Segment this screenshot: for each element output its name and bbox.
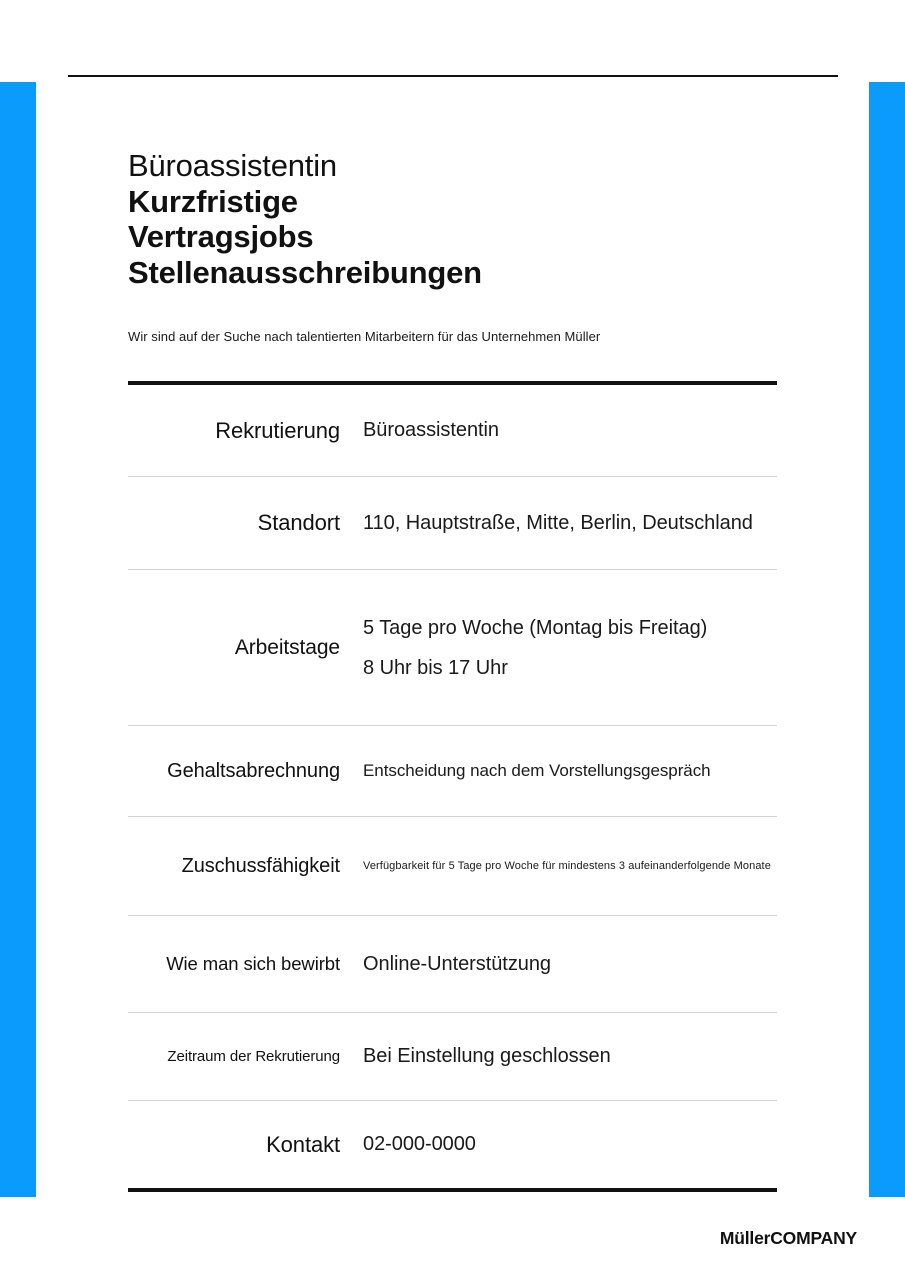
row-label-how-to-apply: Wie man sich bewirbt: [128, 916, 346, 1013]
page-title: [128, 0, 777, 290]
row-label-salary: Gehaltsabrechnung: [128, 726, 346, 817]
page-title-line-2: Kurzfristige: [128, 183, 298, 219]
page-title-line-3: Vertragsjobs: [128, 219, 314, 254]
table-row: [128, 570, 777, 726]
row-value-working-days-line-1: 5 Tage pro Woche (Montag bis Freitag): [363, 616, 708, 639]
table-row: [128, 383, 777, 477]
table-row: [128, 1013, 777, 1101]
company-logo-text: MüllerCOMPANY: [719, 1228, 857, 1248]
row-value-eligibility: Verfügbarkeit für 5 Tage pro Woche für mindestens 3 aufeinanderfolgende Monate: [346, 817, 777, 916]
poster-content: [128, 0, 777, 1192]
table-row: [128, 916, 777, 1013]
table-row: [128, 477, 777, 570]
row-value-how-to-apply: Online-Unterstützung: [346, 916, 777, 1013]
decorative-bar-left: [0, 82, 36, 1197]
table-row: [128, 726, 777, 817]
row-value-recruitment-period: Bei Einstellung geschlossen: [346, 1013, 777, 1101]
page-title-line-1: Büroassistentin: [128, 148, 337, 183]
row-label-recruitment-period: Zeitraum der Rekrutierung: [128, 1013, 346, 1101]
row-label-eligibility: Zuschussfähigkeit: [128, 817, 346, 916]
row-value-working-days: [346, 570, 777, 726]
page-title-line-4: Stellenausschreibungen: [128, 254, 482, 290]
row-value-contact: 02-000-0000: [346, 1101, 777, 1191]
job-details-table: [128, 381, 777, 1192]
row-value-salary: Entscheidung nach dem Vorstellungsgespräch: [346, 726, 777, 817]
row-label-recruitment: Rekrutierung: [215, 417, 340, 443]
row-label-location: Standort: [128, 477, 346, 570]
row-value-working-days-line-2: 8 Uhr bis 17 Uhr: [363, 656, 508, 679]
page-subtitle: Wir sind auf der Suche nach talentierten Mitarbeitern für das Unternehmen Müller: [128, 329, 601, 344]
decorative-bar-right: [869, 82, 905, 1197]
row-value-location: 110, Hauptstraße, Mitte, Berlin, Deutschland: [346, 477, 777, 570]
row-label-contact: Kontakt: [128, 1101, 346, 1191]
table-row: [128, 817, 777, 916]
table-row: [128, 1101, 777, 1191]
row-label-working-days: Arbeitstage: [128, 570, 346, 726]
row-value-recruitment: Büroassistentin: [363, 419, 499, 441]
